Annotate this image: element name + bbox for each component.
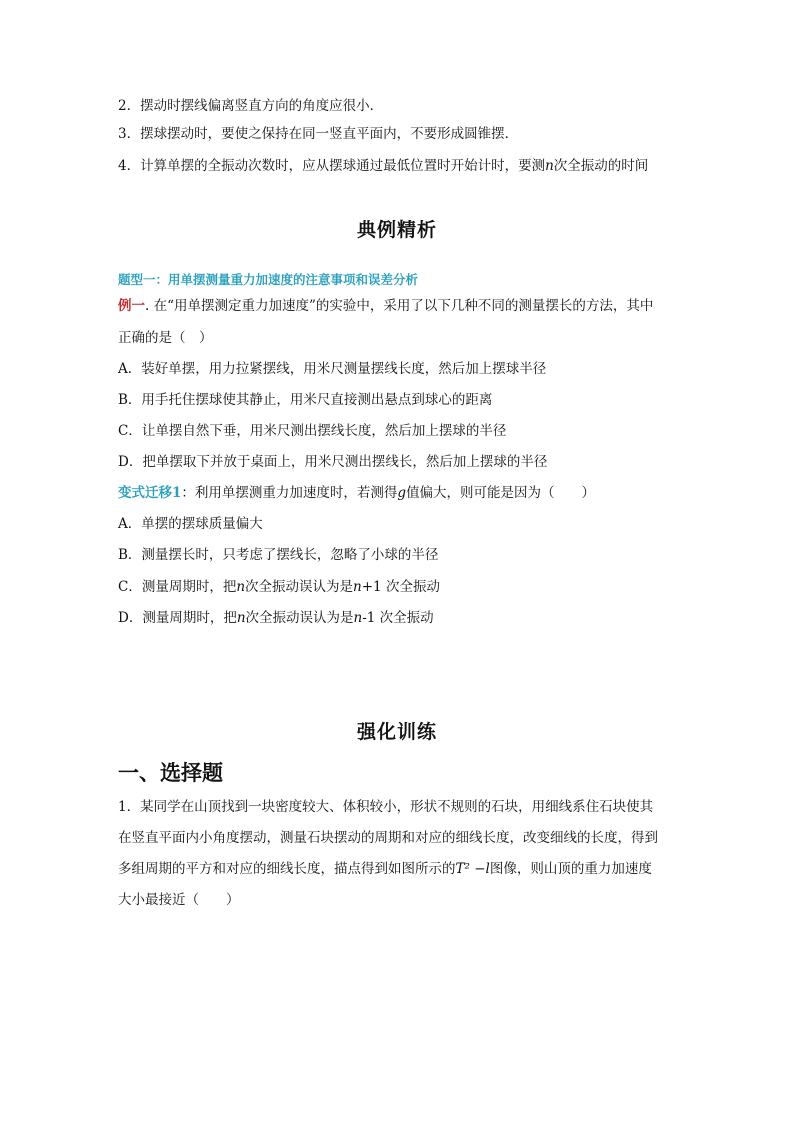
variant-option-c-var2: n xyxy=(353,579,362,595)
note-item-3: 3．摆球摆动时，要使之保持在同一竖直平面内，不要形成圆锥摆． xyxy=(118,126,519,142)
variant-option-c xyxy=(118,577,684,597)
variant-option-d xyxy=(118,608,684,628)
variant-option-d-var1: n xyxy=(236,610,246,626)
variant-tag: 变式迁移1 xyxy=(118,485,182,501)
note-item-4-text-end: 次全振动的时间 xyxy=(553,158,649,174)
section-heading-training: 强化训练 xyxy=(356,721,437,743)
example-option-c: C．让单摆自然下垂，用米尺测出摆线长度，然后加上摆球的半径 xyxy=(118,423,507,439)
variant-stem-text-end: 值偏大，则可能是因为（ ） xyxy=(406,485,596,501)
question-1-formula: T² −l xyxy=(455,861,490,877)
section-subtitle-choice: 一、选择题 xyxy=(118,760,223,785)
note-item-4-var: n xyxy=(545,158,554,174)
variant-stem-text: ：利用单摆测重力加速度时，若测得 xyxy=(181,485,398,501)
example-option-d: D．把单摆取下并放于桌面上，用米尺测出摆线长，然后加上摆球的半径 xyxy=(118,454,548,470)
example-tag: 例一 xyxy=(118,298,145,314)
variant-option-c-mid: 次全振动误认为是 xyxy=(245,579,354,595)
variant-option-a: A．单摆的摆球质量偏大 xyxy=(118,516,263,532)
variant-option-d-end: -1 次全振动 xyxy=(362,610,434,626)
question-1-line3 xyxy=(118,859,684,879)
variant-stem-var: g xyxy=(397,485,407,501)
variant-stem xyxy=(118,483,684,503)
question-1-line3-text: 多组周期的平方和对应的细线长度，描点得到如图所示的 xyxy=(118,861,456,877)
variant-option-d-mid: 次全振动误认为是 xyxy=(245,610,354,626)
topic-heading: 题型一：用单摆测量重力加速度的注意事项和误差分析 xyxy=(118,272,419,287)
variant-option-d-text: D．测量周期时，把 xyxy=(118,610,237,626)
question-1-line1: 1．某同学在山顶找到一块密度较大、体积较小，形状不规则的石块，用细线系住石块使其 xyxy=(118,799,654,815)
note-item-4-text: 4．计算单摆的全振动次数时，应从摆球通过最低位置时开始计时，要测 xyxy=(118,158,546,174)
example-option-a: A．装好单摆，用力拉紧摆线，用米尺测量摆线长度，然后加上摆球半径 xyxy=(118,361,547,377)
note-item-4 xyxy=(118,156,684,176)
variant-option-d-var2: n xyxy=(353,610,363,626)
example-option-b: B．用手托住摆球使其静止，用米尺直接测出悬点到球心的距离 xyxy=(118,392,493,408)
question-1-line2: 在竖直平面内小角度摆动，测量石块摆动的周期和对应的细线长度，改变细线的长度，得到 xyxy=(118,830,658,846)
variant-option-b: B．测量摆长时，只考虑了摆线长，忽略了小球的半径 xyxy=(118,547,439,563)
example-stem-line1 xyxy=(118,296,684,316)
variant-option-c-text: C．测量周期时，把 xyxy=(118,579,237,595)
section-heading-examples: 典例精析 xyxy=(356,219,437,241)
variant-option-c-var1: n xyxy=(236,579,246,595)
variant-option-c-end: +1 次全振动 xyxy=(361,579,440,595)
example-stem-line2: 正确的是（ ） xyxy=(118,330,213,346)
question-1-line3-end: 图像，则山顶的重力加速度 xyxy=(489,861,652,877)
example-stem-text: . 在“用单摆测定重力加速度”的实验中，采用了以下几种不同的测量摆长的方法，其中 xyxy=(145,298,654,314)
note-item-2: 2．摆动时摆线偏离竖直方向的角度应很小． xyxy=(118,98,384,114)
question-1-line4: 大小最接近（ ） xyxy=(118,892,240,908)
